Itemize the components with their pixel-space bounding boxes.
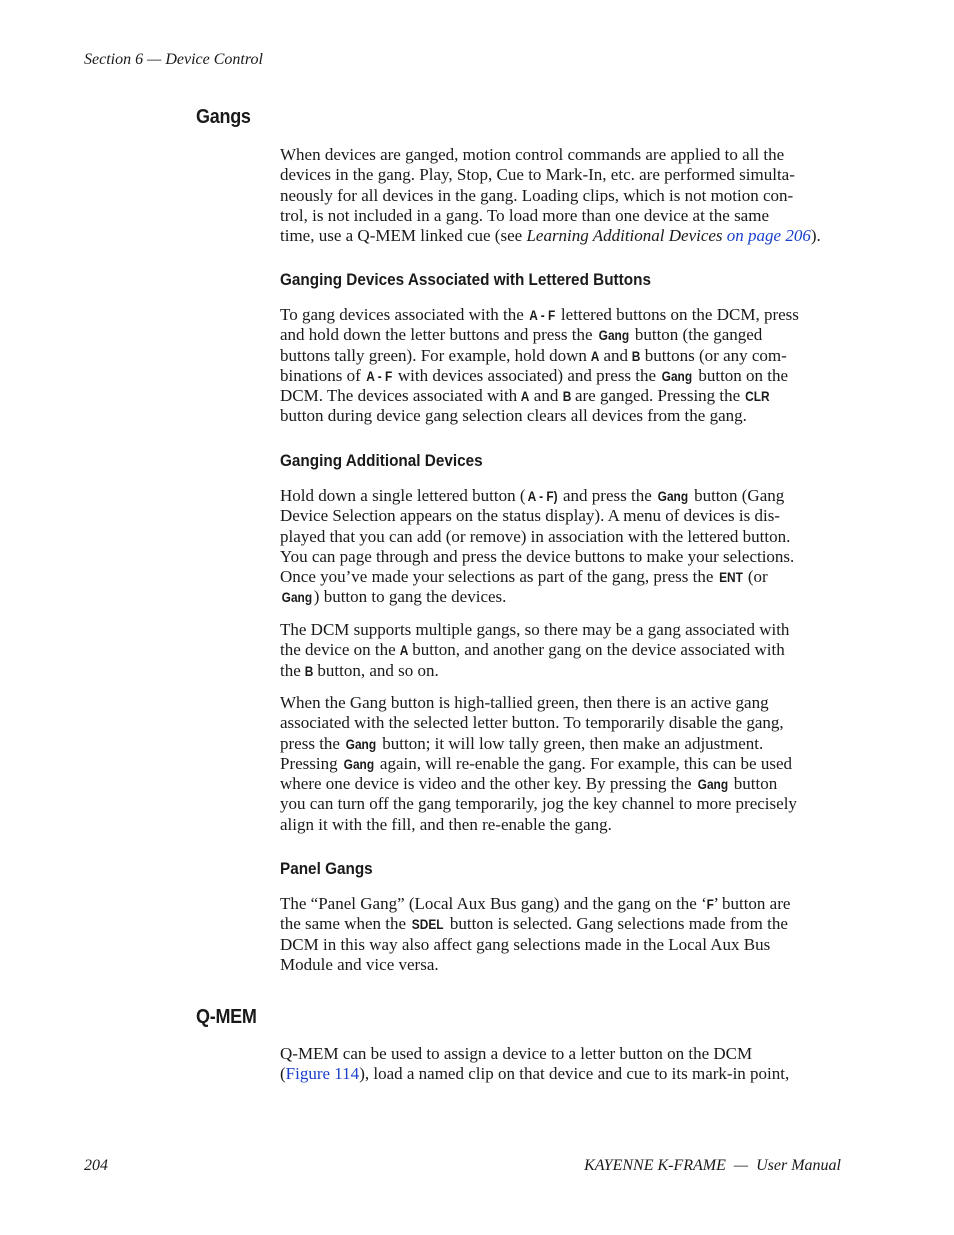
button-label-b: B [562, 388, 571, 405]
heading-gangs: Gangs [196, 106, 251, 128]
text-run: To gang devices associated with the [280, 305, 529, 324]
text-run: DCM. The devices associated with [280, 386, 522, 406]
button-label-gang: Gang [662, 367, 693, 384]
text-line [280, 366, 842, 386]
button-label-gang: Gang [343, 755, 374, 772]
text-line: You can page through and press the device buttons to make your selections. [280, 546, 795, 566]
text-run: binations of [280, 365, 365, 385]
button-label-sdel: SDEL [412, 916, 444, 933]
text-run: ) button to gang the devices. [313, 587, 507, 607]
button-label-b: B [304, 662, 314, 679]
button-label-gang: Gang [281, 589, 313, 606]
manual-title: KAYENNE K-FRAME — User Manual [584, 1157, 841, 1174]
text-line: Q-MEM can be used to assign a device to a letter button on the DCM [280, 1044, 753, 1063]
button-label-a-f: A - F) [527, 488, 558, 504]
text-line [280, 894, 842, 914]
text-line [280, 640, 842, 660]
text-run: the device on the [280, 640, 400, 660]
figure-114-link[interactable]: Figure 114 [285, 1064, 360, 1084]
button-label-ent: ENT [718, 569, 743, 586]
running-head: Section 6 — Device Control [84, 51, 263, 68]
text-run: where one device is video and the other key. By pressing the [280, 774, 696, 794]
text-run: button [729, 774, 778, 794]
text-line [280, 325, 842, 345]
text-line [280, 226, 842, 246]
paragraph-lettered-buttons [280, 305, 842, 427]
text-line: The DCM supports multiple gangs, so there may be a gang associated with [280, 620, 790, 639]
text-run: Pressing [280, 753, 342, 773]
text-run: buttons (or any com- [640, 345, 787, 365]
button-label-a: A [521, 388, 530, 405]
text-line [280, 346, 842, 366]
text-run: ( [280, 1064, 286, 1084]
text-run: button (Gang [689, 486, 785, 505]
button-label-gang: Gang [697, 776, 728, 793]
button-label-a-f: A - F [366, 367, 393, 384]
text-line [280, 486, 842, 506]
button-label-clr: CLR [745, 388, 771, 405]
text-line [280, 1064, 842, 1084]
text-run: are ganged. Pressing the [570, 386, 745, 406]
text-line [280, 734, 842, 754]
text-line: devices in the gang. Play, Stop, Cue to Mark-In, etc. are performed simulta- [280, 165, 795, 185]
text-line: played that you can add (or remove) in association with the lettered button. [280, 526, 791, 546]
heading-panel-gangs: Panel Gangs [280, 859, 373, 878]
text-run: Hold down a single lettered button ( [280, 486, 526, 505]
text-run: button, and another gang on the device associated with [408, 640, 785, 660]
cross-reference-title: Learning Additional Devices [526, 226, 723, 246]
page-number: 204 [84, 1157, 108, 1174]
text-run: button is selected. Gang selections made from the [445, 914, 788, 934]
text-line: When the Gang button is high-tallied green, then there is an active gang [280, 693, 769, 712]
text-run: ’ button are [713, 894, 791, 913]
text-run: Once you’ve made your selections as part of the gang, press the [280, 567, 718, 587]
text-line: associated with the selected letter button. To temporarily disable the gang, [280, 713, 784, 733]
text-line [280, 305, 842, 325]
paragraph-additional-devices-3 [280, 693, 842, 835]
text-line [280, 661, 842, 681]
paragraph-additional-devices-1 [280, 486, 842, 608]
paragraph-additional-devices-2 [280, 620, 842, 681]
text-run: button, and so on. [313, 660, 439, 680]
page-206-link[interactable]: on page 206 [726, 226, 811, 246]
button-label-f: F [706, 896, 714, 912]
text-run: with devices associated) and press the [393, 365, 661, 385]
text-run: (or [743, 567, 768, 587]
text-run: lettered buttons on the DCM, press [556, 305, 799, 324]
text-line [280, 914, 842, 934]
button-label-a: A [399, 642, 409, 659]
text-line: Module and vice versa. [280, 954, 439, 974]
text-run: button; it will low tally green, then make an adjustment. [378, 733, 764, 753]
text-line [280, 774, 842, 794]
text-run: and [529, 386, 563, 406]
text-run: again, will re-enable the gang. For example, this can be used [375, 753, 793, 773]
text-line: DCM in this way also affect gang selections made in the Local Aux Bus [280, 934, 771, 954]
text-line [280, 386, 842, 406]
button-label-gang: Gang [657, 488, 689, 504]
text-run: button on the [694, 365, 789, 385]
heading-lettered-buttons: Ganging Devices Associated with Lettered Buttons [280, 270, 651, 289]
text-line [280, 587, 842, 607]
button-label-a-f: A - F [529, 307, 556, 323]
button-label-b: B [632, 347, 641, 364]
text-line: align it with the fill, and then re-enable the gang. [280, 814, 612, 834]
text-run: time, use a Q-MEM linked cue (see [280, 226, 527, 246]
paragraph-panel-gangs [280, 894, 842, 975]
text-line [280, 567, 842, 587]
text-run: the same when the [280, 914, 411, 934]
button-label-gang: Gang [598, 327, 629, 344]
paragraph-gangs-intro [280, 145, 842, 246]
text-line: When devices are ganged, motion control commands are applied to all the [280, 145, 785, 164]
text-run: ), load a named clip on that device and cue to its mark-in point, [359, 1064, 790, 1084]
button-label-gang: Gang [345, 735, 377, 752]
text-run: buttons tally green). For example, hold down [280, 345, 592, 365]
text-run: press the [280, 733, 345, 753]
text-line: neously for all devices in the gang. Loading clips, which is not motion con- [280, 185, 794, 205]
text-line: button during device gang selection clears all devices from the gang. [280, 406, 747, 426]
text-run: the [280, 660, 306, 680]
text-run: button (the ganged [630, 325, 763, 345]
text-line: you can turn off the gang temporarily, jog the key channel to more precisely [280, 794, 797, 814]
text-run: and [599, 345, 633, 365]
text-line: trol, is not included in a gang. To load more than one device at the same [280, 205, 769, 225]
text-run: ). [810, 226, 821, 246]
text-run: The “Panel Gang” (Local Aux Bus gang) and the gang on the ‘ [280, 894, 707, 913]
text-line [280, 754, 842, 774]
paragraph-q-mem [280, 1044, 842, 1085]
button-label-a: A [590, 347, 600, 364]
text-run: and hold down the letter buttons and press the [280, 325, 597, 345]
heading-additional-devices: Ganging Additional Devices [280, 451, 483, 470]
text-line: Device Selection appears on the status display). A menu of devices is dis- [280, 506, 780, 526]
text-run: and press the [558, 486, 657, 505]
heading-q-mem: Q-MEM [196, 1006, 257, 1028]
